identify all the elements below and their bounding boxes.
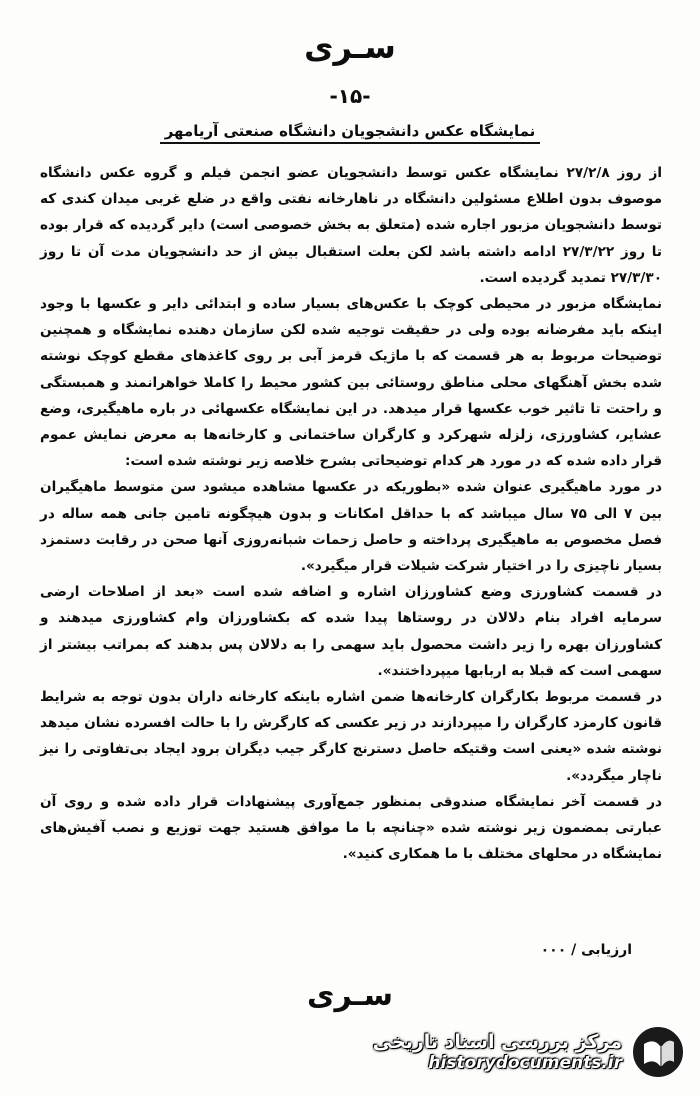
watermark-org-name: مرکز بررسی اسناد تاریخی <box>372 1031 622 1053</box>
paragraph-exhibition: نمایشگاه مزبور در محیطی کوچک با عکس‌های بسیار ساده و ابتدائی دایر و عکسها با وجود اینکه باید مفرضانه بوده ولی در حقیقت توجیه شده لکن سازمان دهنده نمایشگاه و همچنین توضیحات مربوط به هر قسمت که با ماژیک قرمز آبی بر روی کاغذهای مقطع کوچک نوشته شده بخش آهنگهای محلی مناطق روستائی بین کشور محیط را کاملا خواهرانمند و همبستگی و راحتت تا تاثیر خوب عکسها قرار میدهد. در این نمایشگاه عکسهائی در باره ماهیگیری، وضع عشایر، کشاورزی، زلزله شهرکرد و کارگران ساختمانی و کارخانه‌ها به معرض نمایش عموم قرار داده شده که در مورد هر کدام توضیحاتی بشرح خلاصه زیر نوشته شده است: <box>40 296 662 470</box>
paragraph-fishing: در مورد ماهیگیری عنوان شده «بطوریکه در عکسها مشاهده میشود سن متوسط ماهیگیران بین ۷ الی ۷۵ سال میباشد که با حداقل امکانات و بدون هیچگونه تامین جانی همه ساله در فصل مخصوص به ماهیگیری پرداخته و حاصل زحمات شبانه‌روزی آنها صحن در رقابت دستمزد بسیار ناچیزی را در اختیار شرکت شیلات قرار میگیرد». <box>40 479 662 575</box>
page-number: -۱۵- <box>329 84 371 108</box>
document-title: نمایشگاه عکس دانشجویان دانشگاه صنعتی آریامهر <box>164 122 536 140</box>
paragraph-workers: در قسمت مربوط بکارگران کارخانه‌ها ضمن اشاره باینکه کارخانه داران بدون توجه به شرایط قانون کارمزد کارگران را میپردازند در زیر عکسی که کارگرش را با حالت افسرده نشان میدهد نوشته شده «یعنی است وقتیکه حاصل دسترنج کارگر جیب دیگران برود ایجاد بی‌تفاوتی را نیز ناچار میگردد». <box>40 689 662 784</box>
paragraph-intro: از روز ۲۷/۲/۸ نمایشگاه عکس توسط دانشجویان عضو انجمن فیلم و گروه عکس دانشگاه موصوف بدون اطلاع مسئولین دانشگاه در ناهارخانه نفتی واقع در ضلع غربی میدان کندی که توسط دانشجویان مزبور اجاره شده (متعلق به بخش خصوصی است) دایر گردیده که قرار بوده تا روز ۲۷/۳/۲۲ ادامه داشته باشد لکن بعلت استقبال بیش از حد دانشجویان مدت آن تا روز ۲۷/۳/۳۰ تمدید گردیده است. <box>40 165 662 286</box>
classification-header: سـری <box>304 28 396 66</box>
paragraph-agriculture: در قسمت کشاورزی وضع کشاورزان اشاره و اضافه شده است «بعد از اصلاحات ارضی سرمایه افراد بنام دلالان در روستاها پیدا شده که بکشاورزان وام کشاورزی میدهند و کشاورزان بهره را زیر داشت محصول باید سهمی را به دلالان پس بدهند که بمراتب بیشتر از سهمی است که قبلا به اربابها میپرداختند». <box>40 584 662 679</box>
classification-footer: سـری <box>307 978 393 1013</box>
watermark <box>373 1020 686 1084</box>
watermark-url: historydocuments.ir <box>428 1053 622 1073</box>
evaluation-signature: ارزیابی / ۰۰۰ <box>540 942 632 958</box>
paragraph-suggestion-box: در قسمت آخر نمایشگاه صندوقی بمنظور جمع‌آوری پیشنهادات قرار داده شده و روی آن عبارتی بمضمون زیر نوشته شده «چنانچه با ما موافق هستید جهت توزیع و نصب آفیش‌های نمایشگاه در محلهای مختلف با ما همکاری کنید». <box>40 793 662 863</box>
document-body <box>40 160 662 867</box>
watermark-text <box>373 1031 622 1073</box>
title-underline <box>160 142 540 144</box>
book-logo-icon <box>630 1024 686 1080</box>
